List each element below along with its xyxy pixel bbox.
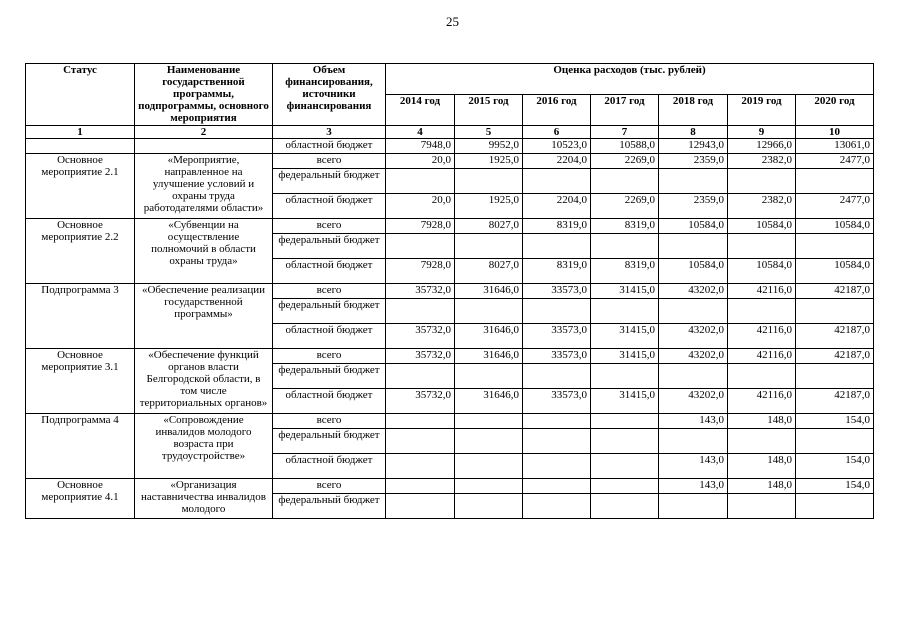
header-year: 2018 год <box>659 95 728 126</box>
value-cell: 2359,0 <box>659 154 728 169</box>
value-cell <box>523 364 591 389</box>
value-cell: 42187,0 <box>796 389 874 414</box>
value-cell <box>659 494 728 519</box>
source-cell: всего <box>273 284 386 299</box>
source-cell: федеральный бюджет <box>273 299 386 324</box>
value-cell: 33573,0 <box>523 389 591 414</box>
value-cell: 8027,0 <box>455 219 523 234</box>
value-cell: 8319,0 <box>523 259 591 284</box>
table-row <box>26 219 874 234</box>
value-cell <box>591 494 659 519</box>
value-cell: 42116,0 <box>728 324 796 349</box>
value-cell: 43202,0 <box>659 324 728 349</box>
value-cell <box>523 429 591 454</box>
value-cell <box>523 454 591 479</box>
value-cell <box>523 494 591 519</box>
source-cell: всего <box>273 479 386 494</box>
value-cell: 10523,0 <box>523 139 591 154</box>
value-cell: 31415,0 <box>591 389 659 414</box>
value-cell: 2269,0 <box>591 194 659 219</box>
source-cell: всего <box>273 414 386 429</box>
value-cell <box>455 234 523 259</box>
value-cell: 12966,0 <box>728 139 796 154</box>
value-cell <box>796 429 874 454</box>
value-cell <box>728 169 796 194</box>
value-cell: 20,0 <box>386 154 455 169</box>
value-cell <box>455 414 523 429</box>
value-cell: 31415,0 <box>591 349 659 364</box>
source-cell: областной бюджет <box>273 324 386 349</box>
column-number: 4 <box>386 126 455 139</box>
value-cell <box>523 414 591 429</box>
value-cell: 33573,0 <box>523 284 591 299</box>
value-cell <box>455 479 523 494</box>
source-cell: областной бюджет <box>273 139 386 154</box>
value-cell <box>523 234 591 259</box>
column-number: 5 <box>455 126 523 139</box>
source-cell: всего <box>273 219 386 234</box>
value-cell <box>796 299 874 324</box>
value-cell: 154,0 <box>796 479 874 494</box>
status-cell: Подпрограмма 3 <box>26 284 135 349</box>
source-cell: федеральный бюджет <box>273 169 386 194</box>
value-cell <box>728 299 796 324</box>
value-cell <box>659 429 728 454</box>
value-cell: 2477,0 <box>796 194 874 219</box>
status-cell: Основное мероприятие 2.2 <box>26 219 135 284</box>
value-cell: 35732,0 <box>386 284 455 299</box>
value-cell: 8319,0 <box>523 219 591 234</box>
value-cell: 143,0 <box>659 454 728 479</box>
value-cell: 2204,0 <box>523 194 591 219</box>
value-cell <box>591 299 659 324</box>
value-cell: 7948,0 <box>386 139 455 154</box>
value-cell: 2269,0 <box>591 154 659 169</box>
header-estimate: Оценка расходов (тыс. рублей) <box>386 64 874 95</box>
value-cell: 10584,0 <box>796 219 874 234</box>
value-cell: 10584,0 <box>796 259 874 284</box>
value-cell <box>455 429 523 454</box>
source-cell: федеральный бюджет <box>273 494 386 519</box>
value-cell: 35732,0 <box>386 349 455 364</box>
header-name: Наименование государственной программы, подпрограммы, основного мероприятия <box>135 64 273 126</box>
value-cell: 2477,0 <box>796 154 874 169</box>
value-cell <box>659 169 728 194</box>
value-cell <box>455 299 523 324</box>
value-cell <box>728 429 796 454</box>
value-cell: 8319,0 <box>591 219 659 234</box>
value-cell: 143,0 <box>659 414 728 429</box>
value-cell: 12943,0 <box>659 139 728 154</box>
value-cell <box>523 479 591 494</box>
value-cell <box>728 494 796 519</box>
value-cell: 42116,0 <box>728 349 796 364</box>
value-cell: 10588,0 <box>591 139 659 154</box>
value-cell: 13061,0 <box>796 139 874 154</box>
source-cell: всего <box>273 349 386 364</box>
value-cell <box>591 454 659 479</box>
value-cell <box>455 454 523 479</box>
value-cell <box>455 494 523 519</box>
value-cell: 7928,0 <box>386 259 455 284</box>
value-cell: 33573,0 <box>523 349 591 364</box>
name-cell: «Мероприятие, направленное на улучшение условий и охраны труда работодателями области» <box>135 154 273 219</box>
header-year: 2016 год <box>523 95 591 126</box>
value-cell: 2204,0 <box>523 154 591 169</box>
value-cell <box>386 414 455 429</box>
value-cell: 35732,0 <box>386 324 455 349</box>
value-cell: 143,0 <box>659 479 728 494</box>
value-cell: 10584,0 <box>728 219 796 234</box>
value-cell: 20,0 <box>386 194 455 219</box>
header-status: Статус <box>26 64 135 126</box>
value-cell <box>591 364 659 389</box>
value-cell: 33573,0 <box>523 324 591 349</box>
name-cell: «Обеспечение функций органов власти Белгородской области, в том числе территориальных органов» <box>135 349 273 414</box>
header-year: 2014 год <box>386 95 455 126</box>
value-cell: 31415,0 <box>591 284 659 299</box>
table-row <box>26 154 874 169</box>
value-cell: 148,0 <box>728 414 796 429</box>
value-cell <box>796 169 874 194</box>
value-cell <box>796 364 874 389</box>
column-number: 10 <box>796 126 874 139</box>
column-numbers-row <box>26 126 874 139</box>
value-cell: 31646,0 <box>455 349 523 364</box>
value-cell <box>386 494 455 519</box>
table-row <box>26 139 874 154</box>
value-cell: 10584,0 <box>728 259 796 284</box>
source-cell: областной бюджет <box>273 454 386 479</box>
column-number: 9 <box>728 126 796 139</box>
column-number: 6 <box>523 126 591 139</box>
value-cell: 43202,0 <box>659 284 728 299</box>
status-cell <box>26 139 135 154</box>
page-number: 25 <box>446 14 459 29</box>
value-cell <box>386 169 455 194</box>
source-cell: областной бюджет <box>273 194 386 219</box>
value-cell <box>523 299 591 324</box>
source-cell: областной бюджет <box>273 259 386 284</box>
header-year: 2020 год <box>796 95 874 126</box>
value-cell <box>796 234 874 259</box>
value-cell: 31415,0 <box>591 324 659 349</box>
value-cell <box>796 494 874 519</box>
value-cell: 31646,0 <box>455 324 523 349</box>
column-number: 3 <box>273 126 386 139</box>
column-number: 7 <box>591 126 659 139</box>
header-year: 2017 год <box>591 95 659 126</box>
value-cell: 8027,0 <box>455 259 523 284</box>
name-cell: «Обеспечение реализации государственной программы» <box>135 284 273 349</box>
status-cell: Основное мероприятие 2.1 <box>26 154 135 219</box>
value-cell: 43202,0 <box>659 349 728 364</box>
value-cell <box>386 454 455 479</box>
value-cell <box>591 234 659 259</box>
table-body <box>26 139 874 519</box>
value-cell <box>386 364 455 389</box>
header-volume: Объем финансирования, источники финансирования <box>273 64 386 126</box>
value-cell: 42116,0 <box>728 284 796 299</box>
value-cell <box>728 234 796 259</box>
value-cell <box>455 169 523 194</box>
value-cell <box>386 234 455 259</box>
source-cell: областной бюджет <box>273 389 386 414</box>
value-cell <box>386 299 455 324</box>
value-cell: 2382,0 <box>728 154 796 169</box>
status-cell: Основное мероприятие 3.1 <box>26 349 135 414</box>
column-number: 2 <box>135 126 273 139</box>
value-cell: 148,0 <box>728 479 796 494</box>
value-cell: 35732,0 <box>386 389 455 414</box>
value-cell: 148,0 <box>728 454 796 479</box>
value-cell <box>455 364 523 389</box>
table-row <box>26 414 874 429</box>
source-cell: федеральный бюджет <box>273 364 386 389</box>
header-year: 2019 год <box>728 95 796 126</box>
name-cell: «Сопровождение инвалидов молодого возраста при трудоустройстве» <box>135 414 273 479</box>
name-cell <box>135 139 273 154</box>
value-cell: 42187,0 <box>796 284 874 299</box>
value-cell: 42187,0 <box>796 324 874 349</box>
source-cell: федеральный бюджет <box>273 234 386 259</box>
value-cell <box>728 364 796 389</box>
value-cell: 8319,0 <box>591 259 659 284</box>
column-number: 8 <box>659 126 728 139</box>
value-cell: 31646,0 <box>455 284 523 299</box>
value-cell: 154,0 <box>796 414 874 429</box>
value-cell <box>591 479 659 494</box>
status-cell: Основное мероприятие 4.1 <box>26 479 135 519</box>
value-cell <box>659 234 728 259</box>
header-year: 2015 год <box>455 95 523 126</box>
value-cell <box>591 429 659 454</box>
value-cell: 154,0 <box>796 454 874 479</box>
value-cell: 10584,0 <box>659 259 728 284</box>
table-header <box>26 64 874 139</box>
value-cell <box>659 364 728 389</box>
value-cell: 31646,0 <box>455 389 523 414</box>
value-cell <box>386 429 455 454</box>
table-row <box>26 349 874 364</box>
budget-table <box>25 63 874 519</box>
source-cell: всего <box>273 154 386 169</box>
value-cell <box>386 479 455 494</box>
name-cell: «Организация наставничества инвалидов молодого <box>135 479 273 519</box>
value-cell: 2359,0 <box>659 194 728 219</box>
value-cell: 9952,0 <box>455 139 523 154</box>
value-cell: 1925,0 <box>455 194 523 219</box>
name-cell: «Субвенции на осуществление полномочий в области охраны труда» <box>135 219 273 284</box>
table-row <box>26 479 874 494</box>
value-cell: 43202,0 <box>659 389 728 414</box>
value-cell: 42116,0 <box>728 389 796 414</box>
value-cell: 2382,0 <box>728 194 796 219</box>
value-cell <box>659 299 728 324</box>
column-number: 1 <box>26 126 135 139</box>
value-cell: 7928,0 <box>386 219 455 234</box>
value-cell: 10584,0 <box>659 219 728 234</box>
table-row <box>26 284 874 299</box>
value-cell <box>591 414 659 429</box>
value-cell <box>591 169 659 194</box>
value-cell: 42187,0 <box>796 349 874 364</box>
source-cell: федеральный бюджет <box>273 429 386 454</box>
status-cell: Подпрограмма 4 <box>26 414 135 479</box>
value-cell <box>523 169 591 194</box>
value-cell: 1925,0 <box>455 154 523 169</box>
